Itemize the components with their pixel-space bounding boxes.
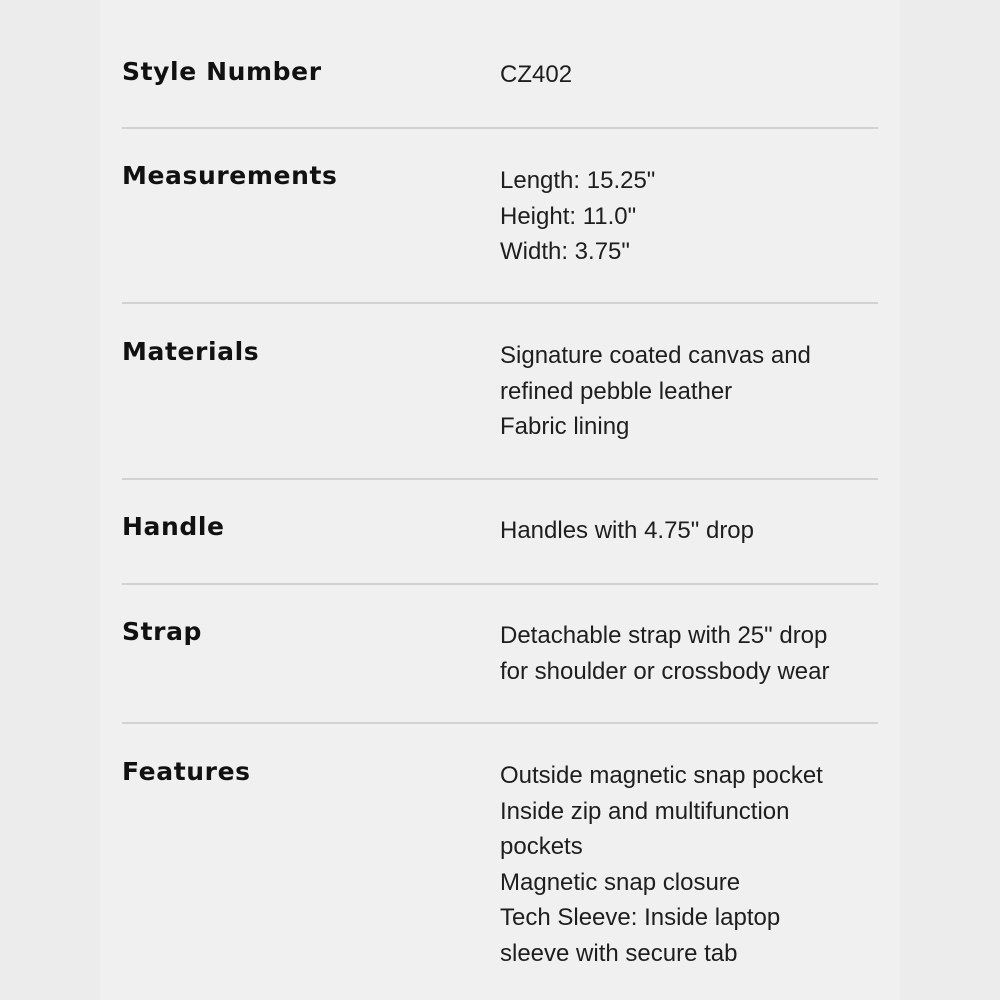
spec-value-line: Height: 11.0" (500, 202, 637, 230)
spec-value-line: sleeve with secure tab (500, 939, 738, 967)
spec-value-line: Signature coated canvas and (500, 342, 811, 369)
divider (122, 583, 878, 585)
spec-value-line: Tech Sleeve: Inside laptop (500, 904, 781, 931)
spec-value-line: for shoulder or crossbody wear (500, 657, 830, 685)
spec-values-style-number (500, 57, 878, 93)
spec-label-features: Features (122, 757, 251, 786)
spec-value-line: CZ402 (500, 61, 573, 88)
spec-value-line: pockets (500, 833, 583, 860)
spec-value-line: Fabric lining (500, 413, 630, 440)
spec-label-strap: Strap (122, 617, 203, 646)
spec-values-materials (500, 338, 878, 445)
spec-values-features (500, 758, 878, 971)
spec-label-style-number: Style Number (122, 57, 322, 86)
spec-value-line: Handles with 4.75" drop (500, 517, 755, 544)
divider (122, 127, 878, 129)
divider (122, 302, 878, 304)
divider (122, 722, 878, 724)
spec-values-handle (500, 513, 878, 549)
spec-value-line: Outside magnetic snap pocket (500, 762, 823, 789)
spec-value-line: Length: 15.25" (500, 167, 656, 194)
spec-value-line: Inside zip and multifunction (500, 797, 790, 825)
divider (122, 478, 878, 480)
spec-value-line: refined pebble leather (500, 377, 733, 405)
spec-label-measurements: Measurements (122, 161, 338, 190)
spec-value-line: Magnetic snap closure (500, 868, 741, 896)
spec-values-measurements (500, 163, 878, 270)
spec-value-line: Detachable strap with 25" drop (500, 622, 828, 649)
spec-label-materials: Materials (122, 337, 260, 366)
spec-label-handle: Handle (122, 512, 225, 541)
spec-values-strap (500, 618, 878, 689)
spec-value-line: Width: 3.75" (500, 238, 630, 265)
